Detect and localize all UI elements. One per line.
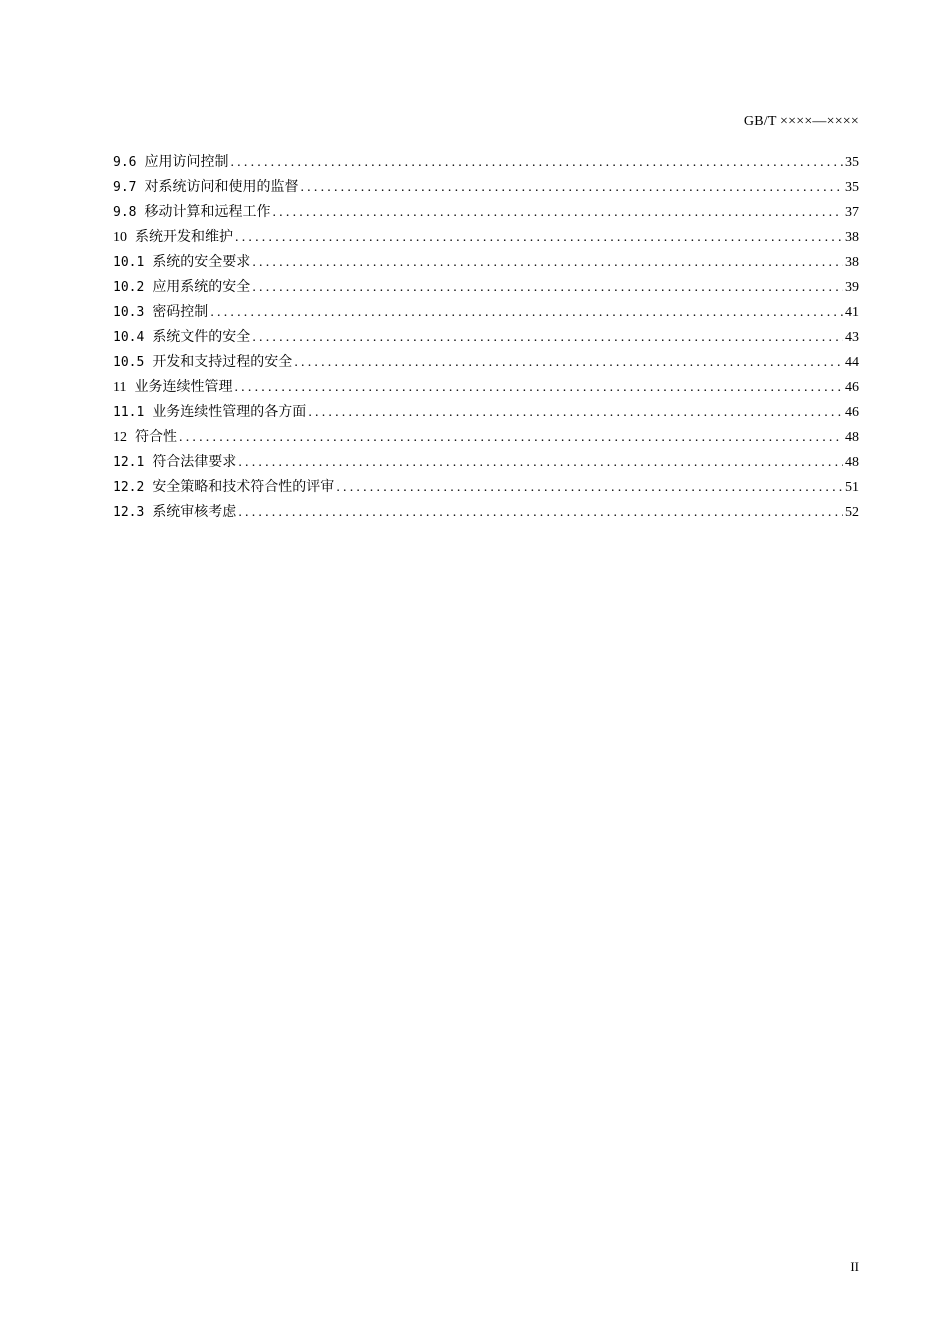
toc-entry-page: 35 (845, 155, 859, 170)
toc-dot-leader (210, 300, 843, 325)
toc-entry-page: 46 (845, 380, 859, 395)
toc-entry-number: 11.1 (113, 405, 145, 420)
toc-entry-page: 52 (845, 505, 859, 520)
toc-dot-leader (272, 200, 843, 225)
toc-entry-page: 51 (845, 480, 859, 495)
toc-entry-page: 48 (845, 430, 859, 445)
toc-entry-title: 系统的安全要求 (152, 254, 251, 270)
toc-entry-number: 10.1 (113, 255, 145, 270)
toc-entry[interactable] (113, 275, 859, 300)
toc-entry-page: 38 (845, 230, 859, 245)
toc-entry-number: 10.3 (113, 305, 145, 320)
toc-entry-title: 应用系统的安全 (152, 279, 251, 295)
toc-entry-number: 12.3 (113, 505, 145, 520)
toc-entry[interactable] (113, 175, 859, 200)
toc-entry-title: 开发和支持过程的安全 (152, 354, 293, 370)
toc-dot-leader (252, 250, 843, 275)
standard-code-header: GB/T ××××—×××× (743, 114, 859, 129)
toc-entry-title: 符合法律要求 (152, 454, 237, 470)
toc-entry-page: 43 (845, 330, 859, 345)
toc-entry-page: 37 (845, 205, 859, 220)
toc-dot-leader (336, 475, 843, 500)
toc-entry-number: 10.5 (113, 355, 145, 370)
toc-dot-leader (235, 225, 843, 250)
toc-entry-title: 符合性 (135, 429, 177, 445)
toc-entry-number: 11 (113, 380, 127, 395)
toc-entry-number: 9.6 (113, 155, 137, 170)
toc-dot-leader (238, 450, 843, 475)
toc-entry[interactable] (113, 350, 859, 375)
toc-entry[interactable] (113, 150, 859, 175)
toc-dot-leader (238, 500, 843, 525)
toc-entry-page: 44 (845, 355, 859, 370)
toc-entry-title: 安全策略和技术符合性的评审 (152, 479, 335, 495)
toc-entry-number: 12 (113, 430, 127, 445)
toc-entry-title: 系统审核考虑 (152, 504, 237, 520)
toc-entry[interactable] (113, 450, 859, 475)
toc-dot-leader (234, 375, 843, 400)
toc-entry-title: 对系统访问和使用的监督 (144, 179, 299, 195)
toc-entry-page: 46 (845, 405, 859, 420)
toc-entry-page: 38 (845, 255, 859, 270)
toc-entry[interactable] (113, 475, 859, 500)
toc-entry-page: 41 (845, 305, 859, 320)
toc-entry-title: 系统开发和维护 (135, 229, 233, 245)
toc-entry-number: 9.7 (113, 180, 137, 195)
toc-dot-leader (300, 175, 843, 200)
toc-entry[interactable] (113, 200, 859, 225)
toc-entry[interactable] (113, 375, 859, 400)
toc-dot-leader (294, 350, 843, 375)
toc-entry-page: 39 (845, 280, 859, 295)
toc-entry-page: 35 (845, 180, 859, 195)
toc-entry-number: 12.1 (113, 455, 145, 470)
toc-entry-number: 10 (113, 230, 127, 245)
toc-entry-title: 业务连续性管理 (134, 379, 233, 395)
toc-entry[interactable] (113, 500, 859, 525)
toc-dot-leader (230, 150, 843, 175)
toc-entry[interactable] (113, 400, 859, 425)
table-of-contents (113, 150, 859, 525)
toc-entry[interactable] (113, 250, 859, 275)
toc-dot-leader (179, 425, 843, 450)
toc-entry-number: 9.8 (113, 205, 137, 220)
toc-entry-page: 48 (845, 455, 859, 470)
toc-dot-leader (252, 325, 843, 350)
toc-entry-title: 业务连续性管理的各方面 (152, 404, 307, 420)
toc-dot-leader (308, 400, 843, 425)
toc-dot-leader (252, 275, 843, 300)
toc-entry-title: 移动计算和远程工作 (144, 204, 271, 220)
toc-entry-number: 10.2 (113, 280, 145, 295)
toc-entry-number: 10.4 (113, 330, 145, 345)
toc-entry-title: 密码控制 (152, 304, 209, 320)
page-number: II (850, 1259, 859, 1274)
toc-entry[interactable] (113, 225, 859, 250)
toc-entry[interactable] (113, 425, 859, 450)
toc-entry-title: 系统文件的安全 (152, 329, 251, 345)
toc-entry[interactable] (113, 300, 859, 325)
toc-entry[interactable] (113, 325, 859, 350)
toc-entry-number: 12.2 (113, 480, 145, 495)
toc-entry-title: 应用访问控制 (144, 154, 229, 170)
